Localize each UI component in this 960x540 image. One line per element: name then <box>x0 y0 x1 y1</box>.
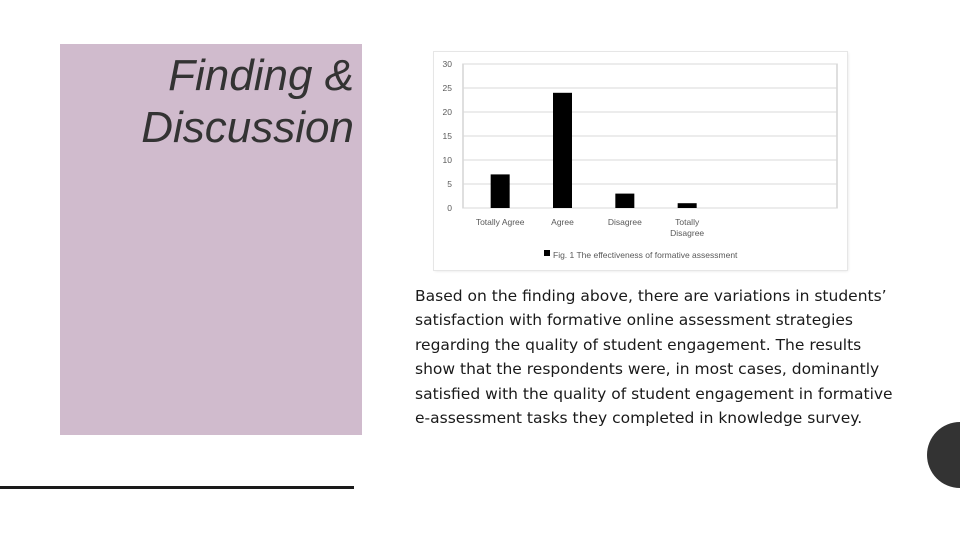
x-tick-label: Disagree <box>607 217 642 227</box>
slide-title-line-1: Finding & <box>168 51 354 100</box>
chart-frame <box>434 52 847 270</box>
y-tick-label: 30 <box>442 59 452 69</box>
y-tick-label: 15 <box>442 131 452 141</box>
body-paragraph: Based on the finding above, there are variations in students’ satisfaction with formative online assessment strategies regarding the quality of student engagement. The results show that the respondents were, in most cases, dominantly satisfied with the quality of student engagement in formative e-assessment tasks they completed in knowledge survey. <box>415 287 893 428</box>
y-tick-label: 20 <box>442 107 452 117</box>
bar <box>678 203 697 208</box>
legend-swatch <box>544 250 550 256</box>
slide-title-line-2: Discussion <box>141 103 354 152</box>
x-tick-label: Totally <box>675 217 700 227</box>
x-tick-label: Totally Agree <box>475 217 525 227</box>
x-tick-label: Disagree <box>670 228 705 238</box>
x-tick-label: Agree <box>551 217 574 227</box>
bar <box>491 174 510 208</box>
y-tick-label: 10 <box>442 155 452 165</box>
slide-title <box>60 50 354 154</box>
y-tick-label: 0 <box>447 203 452 213</box>
bar <box>553 93 572 208</box>
bar <box>615 194 634 208</box>
title-underline <box>0 486 354 489</box>
bar-chart <box>434 52 847 270</box>
y-tick-label: 25 <box>442 83 452 93</box>
y-tick-label: 5 <box>447 179 452 189</box>
legend-label: Fig. 1 The effectiveness of formative assessment <box>553 250 738 260</box>
decorative-circle <box>927 422 960 488</box>
